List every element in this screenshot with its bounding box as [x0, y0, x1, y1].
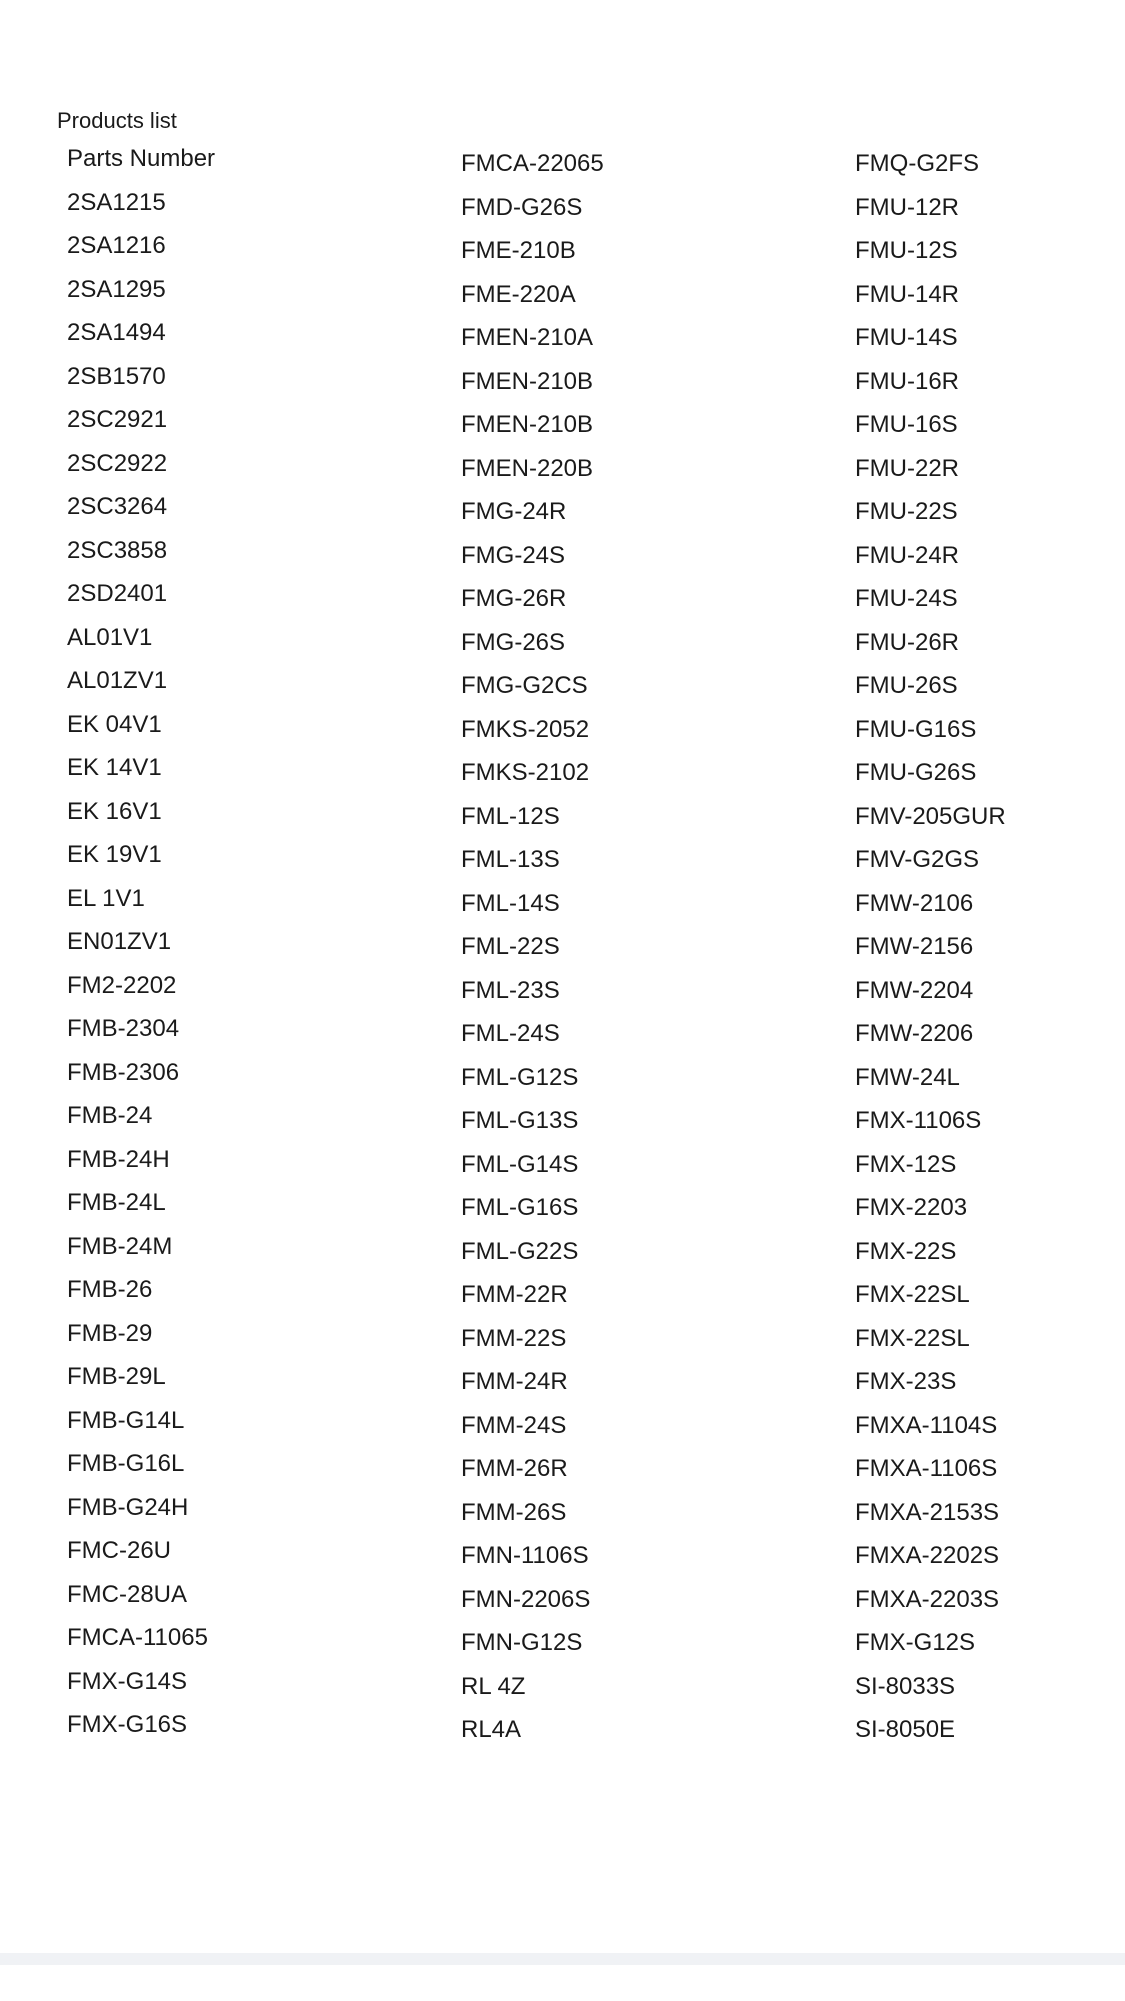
- part-number-item: FME-220A: [461, 280, 576, 308]
- part-number-item: FMX-G16S: [67, 1711, 188, 1738]
- part-number-item: FMU-22S: [855, 498, 958, 525]
- parts-column-1: [67, 137, 215, 1747]
- part-number-item: FMN-1106S: [461, 1542, 589, 1569]
- part-number-item: FMX-22SL: [855, 1281, 970, 1308]
- part-number-item: FMC-28UA: [67, 1580, 188, 1608]
- part-number-item: 2SC2921: [67, 406, 168, 433]
- part-number-item: AL01V1: [67, 623, 153, 651]
- part-number-item: FMM-22R: [461, 1281, 568, 1308]
- part-number-item: FMW-2106: [855, 889, 974, 917]
- part-number-item: FML-13S: [461, 846, 560, 873]
- part-number-item: FMB-24L: [67, 1189, 166, 1216]
- part-number-item: 2SA1295: [67, 275, 166, 303]
- part-number-item: FMXA-2202S: [855, 1542, 1000, 1569]
- part-number-item: 2SA1494: [67, 319, 166, 346]
- page-title: Products list: [57, 108, 177, 133]
- part-number-item: FMB-G14L: [67, 1406, 185, 1434]
- part-number-item: FML-12S: [461, 802, 560, 830]
- part-number-item: EK 16V1: [67, 797, 162, 825]
- part-number-item: FMD-G26S: [461, 193, 583, 221]
- part-number-item: EN01ZV1: [67, 928, 172, 955]
- part-number-item: FMX-2203: [855, 1194, 968, 1221]
- part-number-item: FMU-12R: [855, 193, 960, 221]
- part-number-item: FML-14S: [461, 889, 560, 917]
- part-number-item: FMU-G16S: [855, 715, 977, 743]
- part-number-item: FMX-G12S: [855, 1629, 976, 1656]
- column-header: Parts Number: [67, 145, 216, 172]
- part-number-item: FMEN-220B: [461, 454, 594, 482]
- part-number-item: FMG-G2CS: [461, 672, 588, 699]
- part-number-item: FMW-2204: [855, 976, 974, 1004]
- part-number-item: FMU-14S: [855, 324, 958, 351]
- part-number-item: 2SA1215: [67, 188, 166, 216]
- part-number-item: FMU-26S: [855, 672, 958, 699]
- part-number-item: FM2-2202: [67, 971, 177, 999]
- part-number-item: FMN-G12S: [461, 1629, 583, 1656]
- part-number-item: FMB-24M: [67, 1232, 173, 1260]
- part-number-item: FMB-G24H: [67, 1493, 189, 1521]
- part-number-item: FML-G14S: [461, 1150, 579, 1178]
- part-number-item: 2SC2922: [67, 449, 168, 477]
- part-number-item: FMXA-1104S: [855, 1411, 998, 1439]
- part-number-item: FML-G13S: [461, 1107, 579, 1134]
- part-number-item: FMKS-2052: [461, 715, 590, 743]
- part-number-item: FMCA-22065: [461, 150, 604, 177]
- part-number-item: FME-210B: [461, 237, 576, 264]
- part-number-item: 2SC3264: [67, 493, 168, 520]
- part-number-item: FMX-23S: [855, 1368, 957, 1395]
- part-number-item: FMX-22SL: [855, 1324, 970, 1352]
- part-number-item: SI-8033S: [855, 1672, 956, 1700]
- part-number-item: FML-G16S: [461, 1194, 579, 1221]
- part-number-item: FMB-24H: [67, 1145, 170, 1173]
- part-number-item: FMM-26S: [461, 1498, 567, 1526]
- part-number-item: FMX-G14S: [67, 1667, 188, 1695]
- part-number-item: FMB-24: [67, 1102, 153, 1129]
- part-number-item: FMN-2206S: [461, 1585, 591, 1613]
- part-number-item: FMM-24R: [461, 1368, 568, 1395]
- part-number-item: FMXA-2203S: [855, 1585, 1000, 1613]
- part-number-item: FMG-26R: [461, 585, 567, 612]
- part-number-item: FMB-29: [67, 1319, 153, 1347]
- part-number-item: FMXA-1106S: [855, 1455, 998, 1482]
- part-number-item: FML-23S: [461, 976, 560, 1004]
- part-number-item: 2SB1570: [67, 362, 166, 390]
- part-number-item: FMC-26U: [67, 1537, 172, 1564]
- part-number-item: FMU-G26S: [855, 759, 977, 786]
- part-number-item: FMU-16R: [855, 367, 960, 395]
- part-number-item: FMG-24S: [461, 541, 566, 569]
- part-number-item: 2SA1216: [67, 232, 166, 259]
- part-number-item: FMQ-G2FS: [855, 150, 979, 177]
- part-number-item: FMW-24L: [855, 1063, 960, 1091]
- part-number-item: FML-24S: [461, 1020, 560, 1047]
- part-number-item: FMB-G16L: [67, 1450, 185, 1477]
- part-number-item: FMEN-210B: [461, 367, 594, 395]
- part-number-item: FMEN-210B: [461, 411, 594, 438]
- part-number-item: FMU-12S: [855, 237, 958, 264]
- footer-bar: [0, 1953, 1125, 1965]
- part-number-item: FML-22S: [461, 933, 560, 960]
- part-number-item: RL4A: [461, 1716, 522, 1743]
- parts-column-3: [855, 142, 1006, 1752]
- part-number-item: FMXA-2153S: [855, 1498, 1000, 1526]
- part-number-item: FMU-16S: [855, 411, 958, 438]
- part-number-item: FMB-2306: [67, 1058, 180, 1086]
- part-number-item: EK 14V1: [67, 754, 162, 781]
- part-number-item: FMCA-11065: [67, 1624, 208, 1651]
- part-number-item: FMM-24S: [461, 1411, 567, 1439]
- part-number-item: FMX-12S: [855, 1150, 957, 1178]
- part-number-item: FMKS-2102: [461, 759, 590, 786]
- part-number-item: EK 19V1: [67, 841, 162, 868]
- part-number-item: AL01ZV1: [67, 667, 168, 694]
- part-number-item: FMG-26S: [461, 628, 566, 656]
- part-number-item: FMB-26: [67, 1276, 153, 1303]
- part-number-item: FMEN-210A: [461, 324, 594, 351]
- part-number-item: FMX-1106S: [855, 1107, 982, 1134]
- part-number-item: EK 04V1: [67, 710, 162, 738]
- part-number-item: 2SD2401: [67, 580, 168, 607]
- part-number-item: FMV-205GUR: [855, 802, 1006, 830]
- part-number-item: FMW-2206: [855, 1020, 974, 1047]
- parts-column-2: [461, 142, 604, 1752]
- part-number-item: SI-8050E: [855, 1716, 956, 1743]
- part-number-item: FMM-22S: [461, 1324, 567, 1352]
- part-number-item: FMW-2156: [855, 933, 974, 960]
- part-number-item: 2SC3858: [67, 536, 168, 564]
- part-number-item: FMG-24R: [461, 498, 567, 525]
- part-number-item: FMU-24R: [855, 541, 960, 569]
- part-number-item: FMB-2304: [67, 1015, 180, 1042]
- part-number-item: FMV-G2GS: [855, 846, 980, 873]
- part-number-item: FMU-24S: [855, 585, 958, 612]
- part-number-item: FMU-26R: [855, 628, 960, 656]
- part-number-item: RL 4Z: [461, 1672, 526, 1700]
- part-number-item: FML-G12S: [461, 1063, 579, 1091]
- part-number-item: FMM-26R: [461, 1455, 568, 1482]
- part-number-item: EL 1V1: [67, 884, 145, 912]
- part-number-item: FMX-22S: [855, 1237, 957, 1265]
- part-number-item: FMU-22R: [855, 454, 960, 482]
- part-number-item: FMU-14R: [855, 280, 960, 308]
- part-number-item: FMB-29L: [67, 1363, 166, 1390]
- part-number-item: FML-G22S: [461, 1237, 579, 1265]
